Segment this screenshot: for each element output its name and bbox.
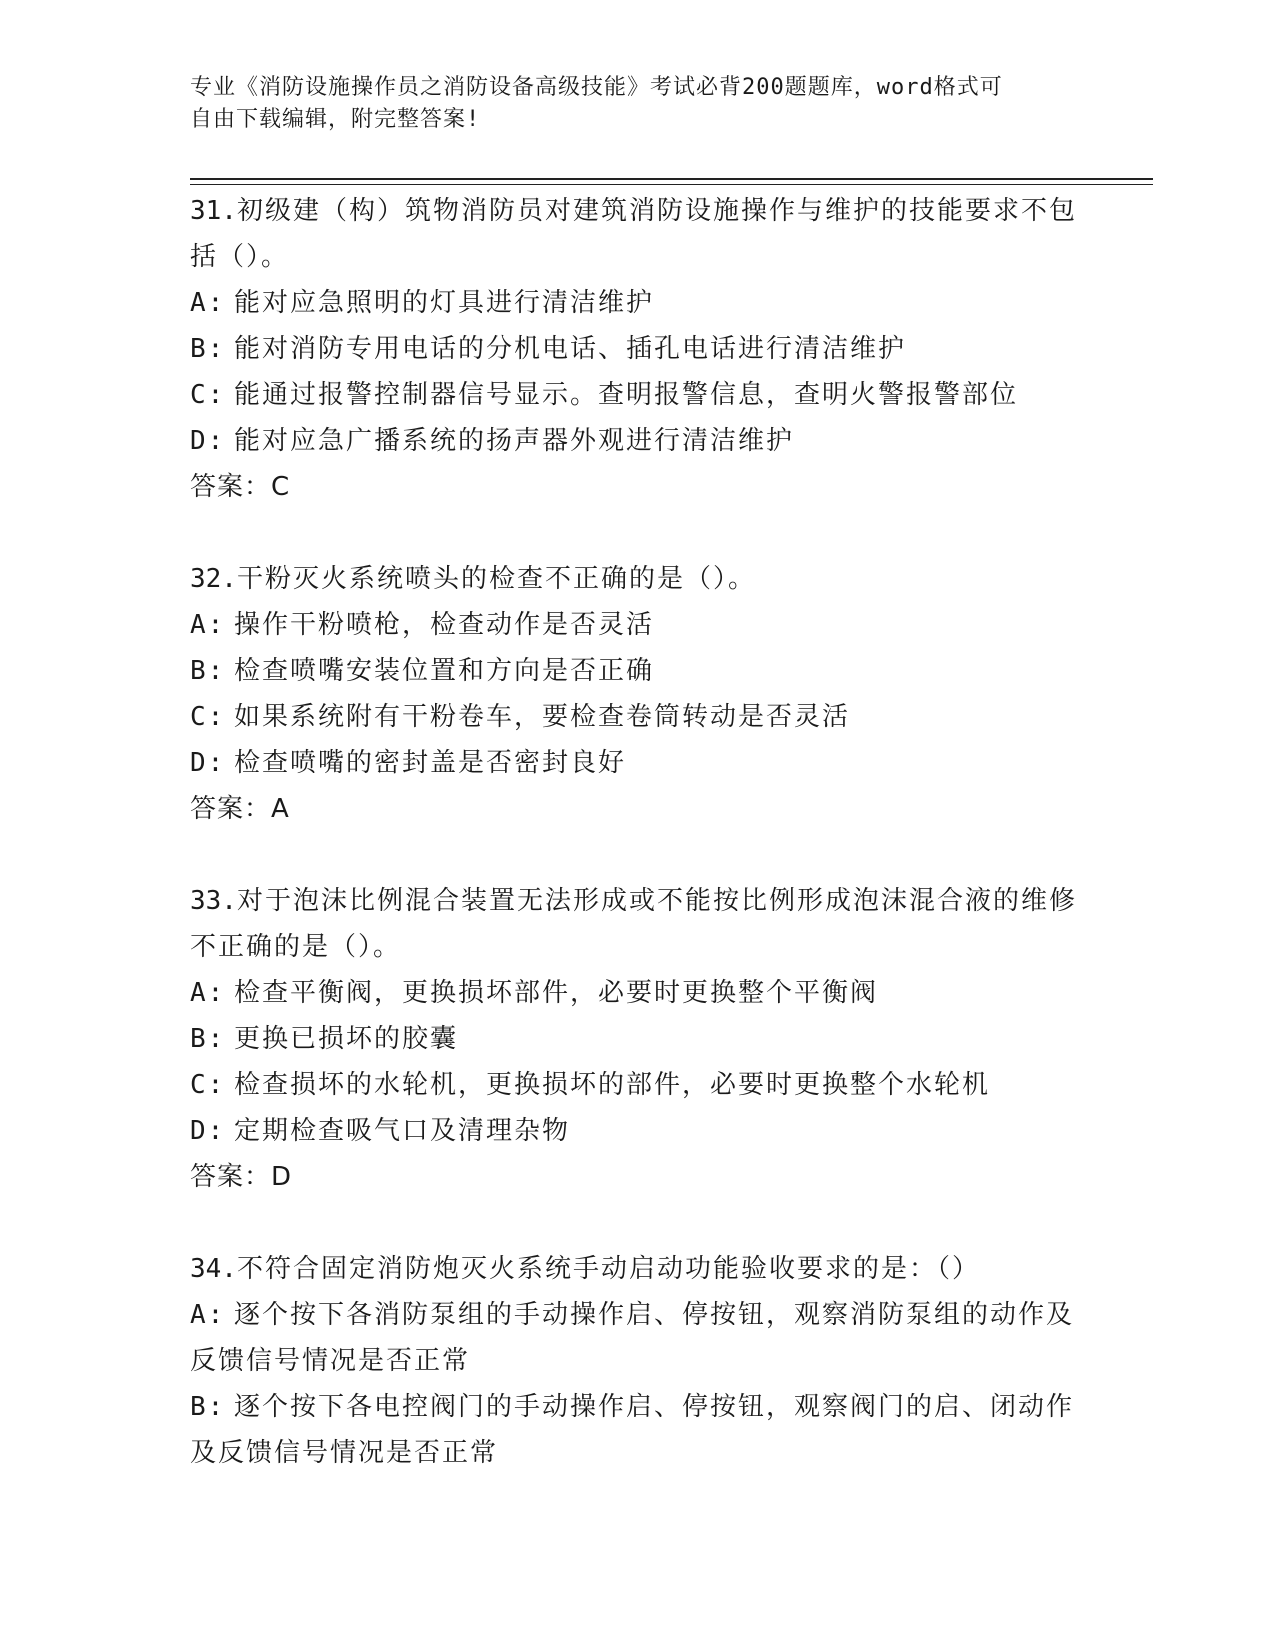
option-b (190, 326, 1090, 372)
option-d (190, 418, 1090, 464)
option-text: 能对消防专用电话的分机电话、插孔电话进行清洁维护 (234, 334, 907, 364)
answer: 答案：C (190, 472, 291, 502)
option-text: 检查平衡阀，更换损坏部件，必要时更换整个平衡阀 (234, 978, 879, 1008)
answer: 答案：A (190, 794, 290, 824)
option-b (190, 1016, 1090, 1062)
option-a (190, 602, 1090, 648)
option-key: D: (190, 426, 226, 456)
question-stem (190, 556, 1090, 602)
question-number: 31. (190, 196, 237, 226)
question-number: 32. (190, 564, 237, 594)
option-key: B: (190, 1024, 226, 1054)
question-text: 不符合固定消防炮灭火系统手动启动功能验收要求的是：（） (236, 1254, 980, 1284)
option-a (190, 970, 1090, 1016)
header-line-1: 专业《消防设施操作员之消防设备高级技能》考试必背200题题库，word格式可 (190, 75, 1003, 100)
option-text: 能通过报警控制器信号显示。查明报警信息，查明火警报警部位 (234, 380, 1019, 410)
question-33 (190, 878, 1090, 1200)
question-text: 干粉灭火系统喷头的检查不正确的是（）。 (236, 564, 756, 594)
option-key: C: (190, 380, 226, 410)
option-text: 检查喷嘴安装位置和方向是否正确 (234, 656, 655, 686)
question-number: 34. (190, 1254, 237, 1284)
option-text: 逐个按下各消防泵组的手动操作启、停按钮，观察消防泵组的动作及反馈信号情况是否正常 (190, 1300, 1075, 1376)
option-b (190, 648, 1090, 694)
option-text: 定期检查吸气口及清理杂物 (234, 1116, 571, 1146)
header-divider-thick (190, 178, 1153, 180)
option-key: B: (190, 334, 226, 364)
answer: 答案：D (190, 1162, 293, 1192)
option-key: D: (190, 748, 226, 778)
option-a (190, 1292, 1090, 1384)
question-text: 对于泡沫比例混合装置无法形成或不能按比例形成泡沫混合液的维修不正确的是（）。 (190, 886, 1077, 962)
option-key: A: (190, 288, 226, 318)
option-key: A: (190, 1300, 226, 1330)
option-text: 能对应急照明的灯具进行清洁维护 (234, 288, 655, 318)
option-d (190, 1108, 1090, 1154)
option-b (190, 1384, 1090, 1476)
question-stem (190, 1246, 1090, 1292)
question-stem (190, 188, 1090, 280)
question-31 (190, 188, 1090, 510)
option-key: A: (190, 610, 226, 640)
option-text: 检查喷嘴的密封盖是否密封良好 (234, 748, 627, 778)
question-32 (190, 556, 1090, 832)
option-text: 逐个按下各电控阀门的手动操作启、停按钮，观察阀门的启、闭动作及反馈信号情况是否正常 (190, 1392, 1075, 1468)
question-list (190, 188, 1090, 1522)
option-key: C: (190, 1070, 226, 1100)
option-key: A: (190, 978, 226, 1008)
document-header (190, 72, 1090, 136)
option-text: 更换已损坏的胶囊 (234, 1024, 459, 1054)
question-34 (190, 1246, 1090, 1476)
question-text: 初级建（构）筑物消防员对建筑消防设施操作与维护的技能要求不包括（）。 (190, 196, 1077, 272)
option-key: B: (190, 656, 226, 686)
option-key: B: (190, 1392, 226, 1422)
header-divider-thin (190, 184, 1153, 185)
option-c (190, 694, 1090, 740)
header-line-2: 自由下载编辑，附完整答案! (190, 107, 481, 132)
option-key: C: (190, 702, 226, 732)
option-c (190, 372, 1090, 418)
option-key: D: (190, 1116, 226, 1146)
option-text: 操作干粉喷枪，检查动作是否灵活 (234, 610, 655, 640)
option-d (190, 740, 1090, 786)
question-number: 33. (190, 886, 237, 916)
option-text: 如果系统附有干粉卷车，要检查卷筒转动是否灵活 (234, 702, 851, 732)
option-text: 检查损坏的水轮机，更换损坏的部件，必要时更换整个水轮机 (234, 1070, 991, 1100)
option-c (190, 1062, 1090, 1108)
question-stem (190, 878, 1090, 970)
option-a (190, 280, 1090, 326)
option-text: 能对应急广播系统的扬声器外观进行清洁维护 (234, 426, 795, 456)
